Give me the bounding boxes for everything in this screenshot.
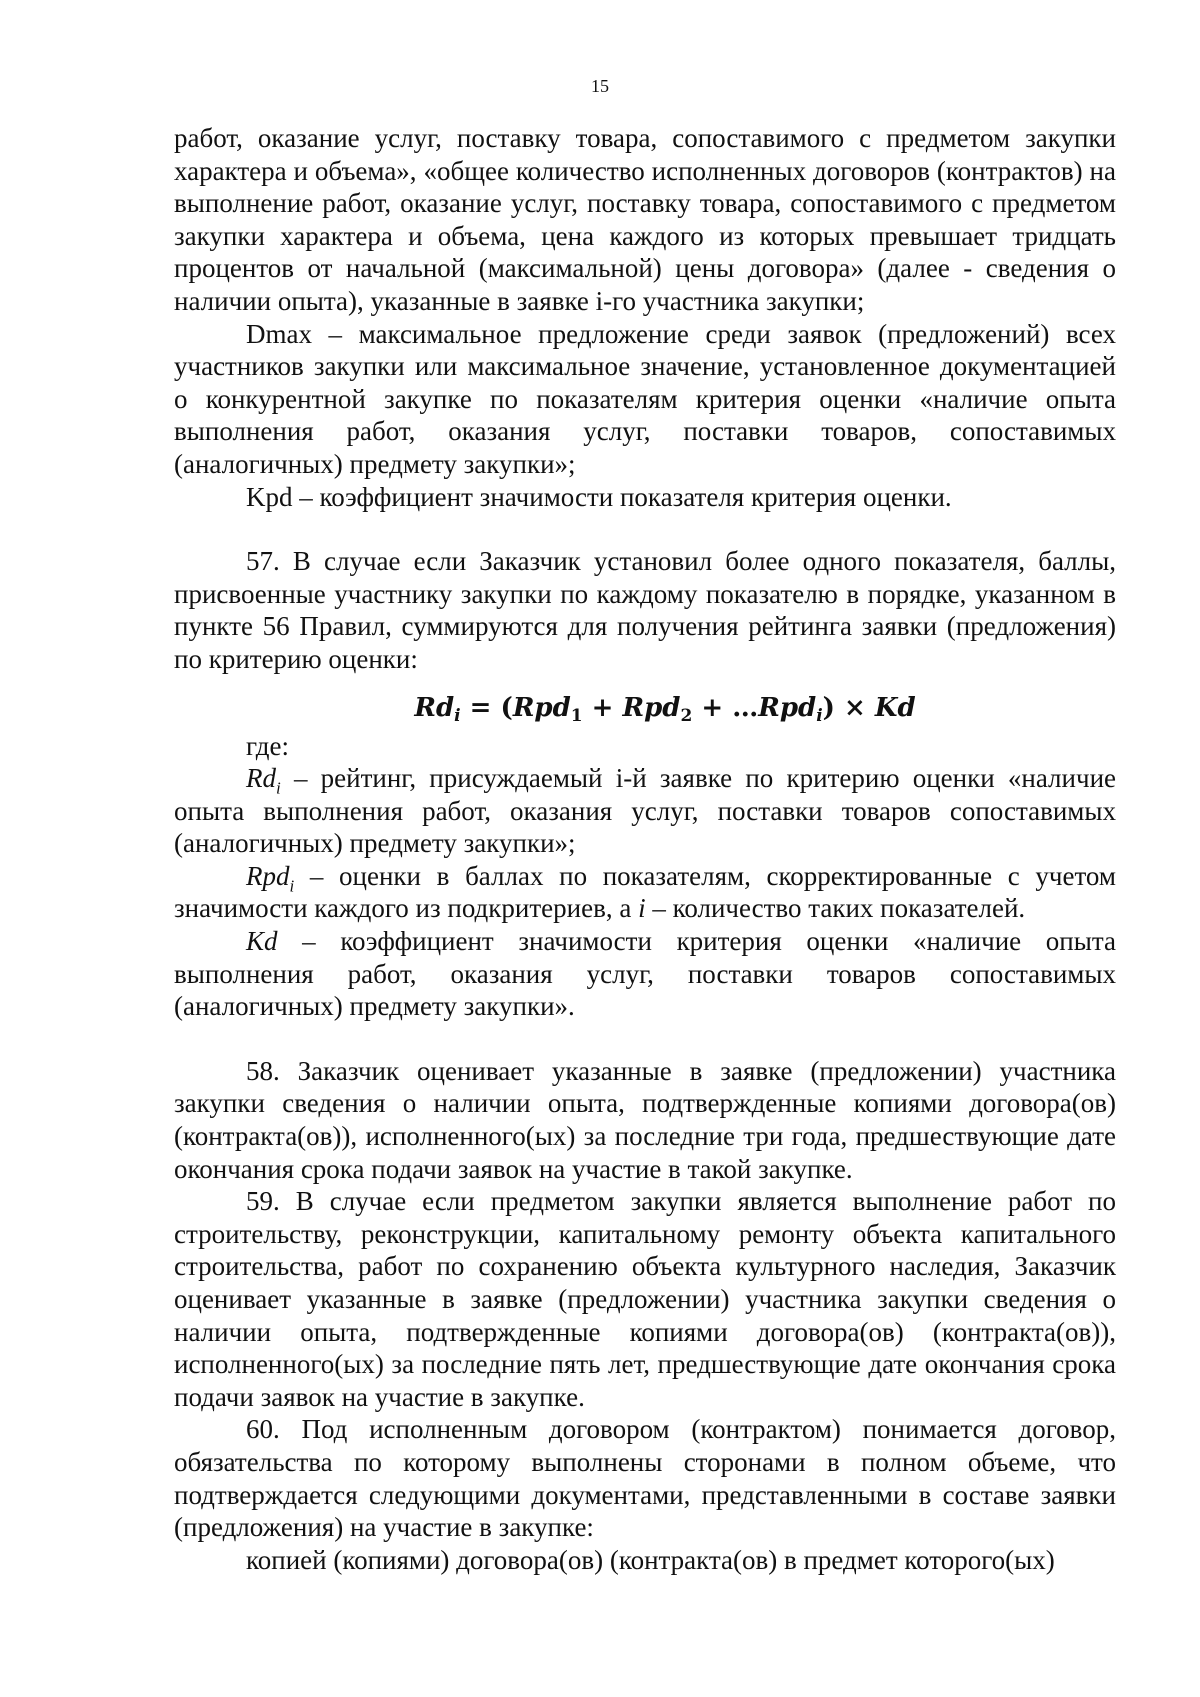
paragraph-kpd-definition: Kpd – коэффициент значимости показателя критерия оценки. [246, 481, 952, 512]
paragraph-contract-copies: копией (копиями) договора(ов) (контракта(ов) в предмет которого(ых) [246, 1544, 1055, 1575]
paragraph-dmax-definition: Dmax – максимальное предложение среди заявок (предложений) всех участников закупки или максимальное значение, установленное документацией о конкурентной закупке по показателям критерия оценки «наличие опыта выполнения работ, оказания услуг, поставки товаров, сопоставимых (аналогичных) предмету закупки»; [174, 318, 1116, 479]
paragraph-59: 59. В случае если предметом закупки является выполнение работ по строительству, реконструкции, капитальному ремонту объекта капитального строительства, работ по сохранению объекта культурного наследия, Заказчик оценивает указанные в заявке (предложении) участника закупки сведения о наличии опыта, подтвержденные копиями договора(ов) (контракта(ов)), исполненного(ых) за последние пять лет, предшествующие дате окончания срока подачи заявок на участие в закупке. [174, 1186, 1116, 1412]
page-number: 15 [591, 76, 609, 96]
document-body [174, 122, 1116, 1576]
paragraph-continuation: работ, оказание услуг, поставку товара, сопоставимого с предметом закупки характера и объема», «общее количество исполненных договоров (контрактов) на выполнение работ, оказание услуг, поставку товара, сопоставимого с предметом закупки характера и объема, цена каждого из которых превышает тридцать процентов от начальной (максимальной) цены договора» (далее - сведения о наличии опыта), указанные в заявке i-го участника закупки; [174, 123, 1116, 316]
definition-rpd: Rpd$_i$ – оценки в баллах по показателям, скорректированные с учетом значимости каждого из подкритериев, а i – количество таких показателей. [174, 860, 1116, 924]
paragraph-58: 58. Заказчик оценивает указанные в заявке (предложении) участника закупки сведения о наличии опыта, подтвержденные копиями договора(ов) (контракта(ов)), исполненного(ых) за последние три года, предшествующие дате окончания срока подачи заявок на участие в такой закупке. [174, 1055, 1116, 1184]
definition-kd: Kd – коэффициент значимости критерия оценки «наличие опыта выполнения работ, оказания услуг, поставки товаров сопоставимых (аналогичных) предмету закупки». [174, 926, 1116, 1022]
paragraph-gap [174, 513, 1116, 545]
rating-formula: $Rd_i = (Rpd_1 + Rpd_2$ + …Rpd$_i$) × Kd [414, 692, 916, 726]
paragraph-gap [174, 1023, 1116, 1055]
where-label: где: [246, 730, 289, 761]
definition-rd: $Rd_i$ – рейтинг, присуждаемый i-й заявке по критерию оценки «наличие опыта выполнения работ, оказания услуг, поставки товаров сопоставимых (аналогичных) предмету закупки»; [174, 763, 1116, 859]
paragraph-60: 60. Под исполненным договором (контрактом) понимается договор, обязательства по которому выполнены сторонами в полном объеме, что подтверждается следующими документами, представленными в составе заявки (предложения) на участие в закупке: [174, 1414, 1116, 1543]
paragraph-57: 57. В случае если Заказчик установил более одного показателя, баллы, присвоенные участнику закупки по каждому показателю в порядке, указанном в пункте 56 Правил, суммируются для получения рейтинга заявки (предложения) по критерию оценки: [174, 546, 1116, 674]
